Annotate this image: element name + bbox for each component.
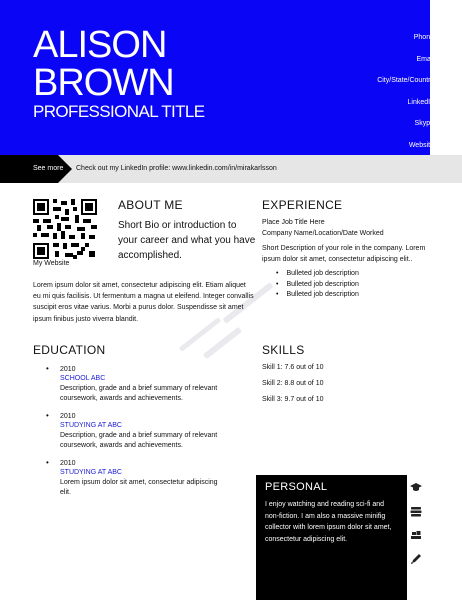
edu-school: STUDYING AT ABC <box>60 469 122 476</box>
hobby-icons <box>409 480 425 576</box>
name-last: BROWN <box>33 62 174 104</box>
edu-description: Description, grade and a brief summary of relevant coursework, awards and achievements. <box>60 432 218 449</box>
contact-skype[interactable]: Skype <box>414 120 434 127</box>
qr-code-image[interactable] <box>33 199 97 259</box>
skills-heading: SKILLS <box>262 343 305 357</box>
experience-job <box>262 218 384 239</box>
job-title: Place Job Title Here <box>262 219 325 226</box>
edu-school: SCHOOL ABC <box>60 375 106 382</box>
list-item: • Bulleted job description <box>276 280 359 291</box>
job-bullets <box>276 269 359 301</box>
pen-icon <box>409 552 423 566</box>
job-description: Short Description of your role in the company. Lorem ipsum dolor sit amet, consectetur adipiscing elit.. <box>262 245 426 263</box>
edu-year: • 2010 <box>60 413 76 420</box>
edu-description: Description, grade and a brief summary of relevant coursework, awards and achievements. <box>60 385 218 402</box>
about-intro: Short Bio or introduction to your career and what you have accomplished. <box>118 220 256 261</box>
qr-caption: My Website <box>33 260 70 267</box>
book-stack-icon <box>409 504 423 518</box>
skill-item: Skill 1: 7.6 out of 10 <box>262 364 324 371</box>
decorative-stripe <box>203 327 242 359</box>
skill-item: Skill 2: 8.8 out of 10 <box>262 380 324 387</box>
contact-location: City/State/Country <box>377 77 434 84</box>
edu-school: STUDYING AT ABC <box>60 422 122 429</box>
see-more-label: See more <box>33 165 64 172</box>
contact-list <box>377 33 434 162</box>
name-first: ALISON <box>33 24 167 66</box>
edu-year: • 2010 <box>60 366 76 373</box>
personal-text: I enjoy watching and reading sci-fi and non-fiction. I am also a massive minifig collector with lorem ipsum dolor sit amet, consectetur adipiscing elit. <box>265 501 392 543</box>
contact-email[interactable]: Email <box>416 55 434 63</box>
skills-list <box>262 364 323 412</box>
about-heading: ABOUT ME <box>118 198 183 212</box>
education-list <box>46 365 246 506</box>
list-item: • Bulleted job description <box>276 290 359 301</box>
list-item: • Bulleted job description <box>276 269 359 280</box>
edu-description: Lorem ipsum dolor sit amet, consectetur adipiscing elit. <box>60 479 218 496</box>
contact-website[interactable]: Website <box>408 141 434 149</box>
about-body: Lorem ipsum dolor sit amet, consectetur adipiscing elit. Etiam aliquet eu mi quis facilisis. Ut fermentum a magna ut eleifend. Integer convallis suscipit eros vitae varius. Morbi a purus dolor. Suspendisse sit amet ipsum finibus justo viverra blandit. <box>33 282 254 323</box>
list-item <box>46 412 246 450</box>
education-heading: EDUCATION <box>33 343 106 357</box>
skill-item: Skill 3: 9.7 out of 10 <box>262 396 324 403</box>
experience-heading: EXPERIENCE <box>262 198 343 212</box>
edu-year: • 2010 <box>60 460 76 467</box>
professional-title: PROFESSIONAL TITLE <box>33 102 205 121</box>
list-item <box>46 459 246 497</box>
job-meta: Company Name/Location/Date Worked <box>262 229 384 237</box>
contact-linkedin[interactable]: LinkedIn <box>407 98 434 106</box>
brick-icon <box>409 528 423 542</box>
linkedin-profile-link[interactable]: Check out my LinkedIn profile: www.linkedin.com/in/mirakarlsson <box>76 165 277 172</box>
contact-phone[interactable]: Phone <box>413 34 434 41</box>
personal-heading: PERSONAL <box>265 481 328 493</box>
graduation-cap-icon <box>409 480 423 494</box>
list-item <box>46 365 246 403</box>
